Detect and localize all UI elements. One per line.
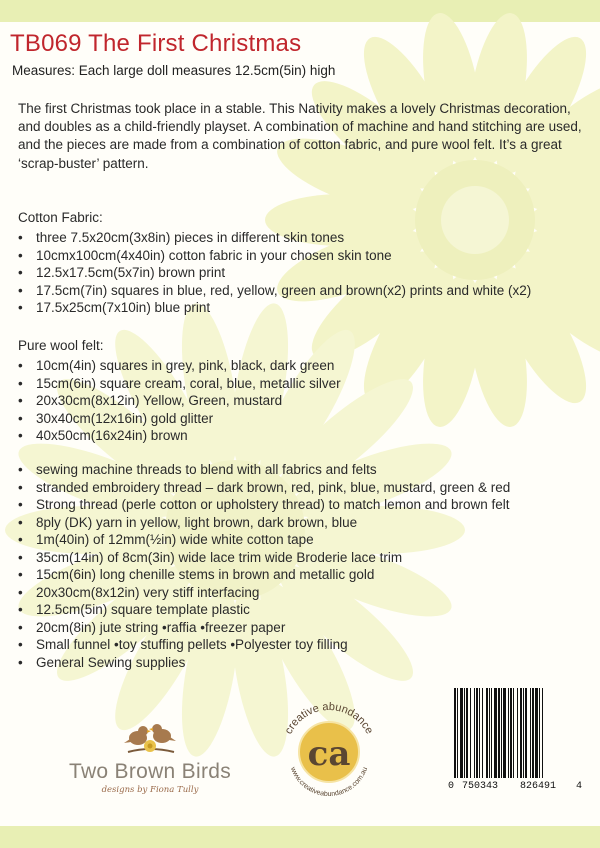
barcode-digits-left: 750343 bbox=[462, 781, 499, 792]
list-item: • 40x50cm(16x24in) brown bbox=[18, 427, 578, 445]
barcode-bar bbox=[517, 688, 518, 778]
barcode-bar bbox=[454, 688, 456, 778]
barcode-bar bbox=[464, 688, 465, 778]
wool-felt-list bbox=[18, 357, 578, 445]
ca-url-text: www.creativeabundance.com.au bbox=[288, 766, 370, 799]
list-item: • 15cm(6in) long chenille stems in brown and metallic gold bbox=[18, 566, 578, 584]
list-item: • 30x40cm(12x16in) gold glitter bbox=[18, 410, 578, 428]
barcode-bar bbox=[470, 688, 471, 778]
ca-name-text: creative abundance bbox=[282, 700, 376, 737]
cotton-fabric-list bbox=[18, 229, 578, 317]
list-item: • 12.5x17.5cm(5x7in) brown print bbox=[18, 264, 578, 282]
barcode-bar bbox=[498, 688, 500, 778]
barcode-bar bbox=[520, 688, 522, 778]
barcode-digits-right: 826491 bbox=[520, 781, 557, 792]
list-item: • 20x30cm(8x12in) Yellow, Green, mustard bbox=[18, 392, 578, 410]
barcode-bar bbox=[503, 688, 506, 778]
list-item: • 20x30cm(8x12in) very stiff interfacing bbox=[18, 584, 578, 602]
tbb-tagline: designs by Fiona Tully bbox=[101, 785, 199, 795]
list-item: • three 7.5x20cm(3x8in) pieces in different skin tones bbox=[18, 229, 578, 247]
barcode-bar bbox=[476, 688, 478, 778]
list-item: • 17.5cm(7in) squares in blue, red, yellow, green and brown(x2) prints and white (x2) bbox=[18, 282, 578, 300]
list-item: • 12.5cm(5in) square template plastic bbox=[18, 601, 578, 619]
barcode-bar bbox=[489, 688, 490, 778]
two-brown-birds-logo bbox=[60, 712, 240, 802]
list-item: • 20cm(8in) jute string •raffia •freezer paper bbox=[18, 619, 578, 637]
list-item: • Small funnel •toy stuffing pellets •Polyester toy filling bbox=[18, 636, 578, 654]
list-item: • Strong thread (perle cotton or upholstery thread) to match lemon and brown felt bbox=[18, 496, 578, 514]
list-item: • General Sewing supplies bbox=[18, 654, 578, 672]
barcode-bars bbox=[448, 686, 584, 782]
barcode-bar bbox=[479, 688, 480, 778]
creative-abundance-logo bbox=[273, 696, 385, 808]
creative-abundance-emblem bbox=[273, 696, 385, 808]
measures-line: Measures: Each large doll measures 12.5cm(5in) high bbox=[12, 63, 336, 78]
barcode-bar bbox=[523, 688, 524, 778]
barcode-bar bbox=[508, 688, 509, 778]
barcode-bar bbox=[525, 688, 527, 778]
barcode-bar bbox=[513, 688, 514, 778]
barcode-bar bbox=[532, 688, 534, 778]
list-item: • 35cm(14in) of 8cm(3in) wide lace trim wide Broderie lace trim bbox=[18, 549, 578, 567]
barcode-bar bbox=[539, 688, 540, 778]
barcode-bar bbox=[486, 688, 488, 778]
intro-paragraph: The first Christmas took place in a stable. This Nativity makes a lovely Christmas decoration, and doubles as a child-friendly playset. A combination of machine and hand stitching are used, and the pieces are made from a combination of cotton fabric, and pure wool felt. It’s a great ‘scrap-buster’ pattern. bbox=[18, 101, 582, 171]
supplies-list bbox=[18, 461, 578, 671]
barcode-bar bbox=[474, 688, 475, 778]
barcode-bar bbox=[482, 688, 483, 778]
list-item: • 8ply (DK) yarn in yellow, light brown, dark brown, blue bbox=[18, 514, 578, 532]
bottom-color-band bbox=[0, 826, 600, 848]
barcode-digit-check: 4 bbox=[576, 781, 583, 792]
barcode-bar bbox=[535, 688, 538, 778]
barcode-bar bbox=[491, 688, 492, 778]
barcode-bar bbox=[466, 688, 468, 778]
list-item: • 10cm(4in) squares in grey, pink, black, dark green bbox=[18, 357, 578, 375]
barcode-bar bbox=[457, 688, 458, 778]
cotton-fabric-heading: Cotton Fabric: bbox=[18, 210, 103, 225]
barcode-bar bbox=[542, 688, 543, 778]
ca-monogram: ca bbox=[307, 734, 351, 774]
list-item: • 17.5x25cm(7x10in) blue print bbox=[18, 299, 578, 317]
barcode-bar bbox=[510, 688, 512, 778]
barcode-bar bbox=[501, 688, 502, 778]
wool-felt-heading: Pure wool felt: bbox=[18, 338, 104, 353]
tbb-brand-name: Two Brown Birds bbox=[68, 760, 232, 783]
barcode bbox=[448, 686, 584, 798]
barcode-bar bbox=[460, 688, 463, 778]
barcode-bar bbox=[530, 688, 531, 778]
birds-icon bbox=[122, 712, 178, 758]
list-item: • 1m(40in) of 12mm(½in) wide white cotton tape bbox=[18, 531, 578, 549]
list-item: • 10cmx100cm(4x40in) cotton fabric in your chosen skin tone bbox=[18, 247, 578, 265]
page-title: TB069 The First Christmas bbox=[10, 30, 302, 57]
list-item: • 15cm(6in) square cream, coral, blue, metallic silver bbox=[18, 375, 578, 393]
list-item: • sewing machine threads to blend with all fabrics and felts bbox=[18, 461, 578, 479]
barcode-bar bbox=[494, 688, 497, 778]
barcode-digit-lead: 0 bbox=[448, 781, 455, 792]
list-item: • stranded embroidery thread – dark brown, red, pink, blue, mustard, green & red bbox=[18, 479, 578, 497]
